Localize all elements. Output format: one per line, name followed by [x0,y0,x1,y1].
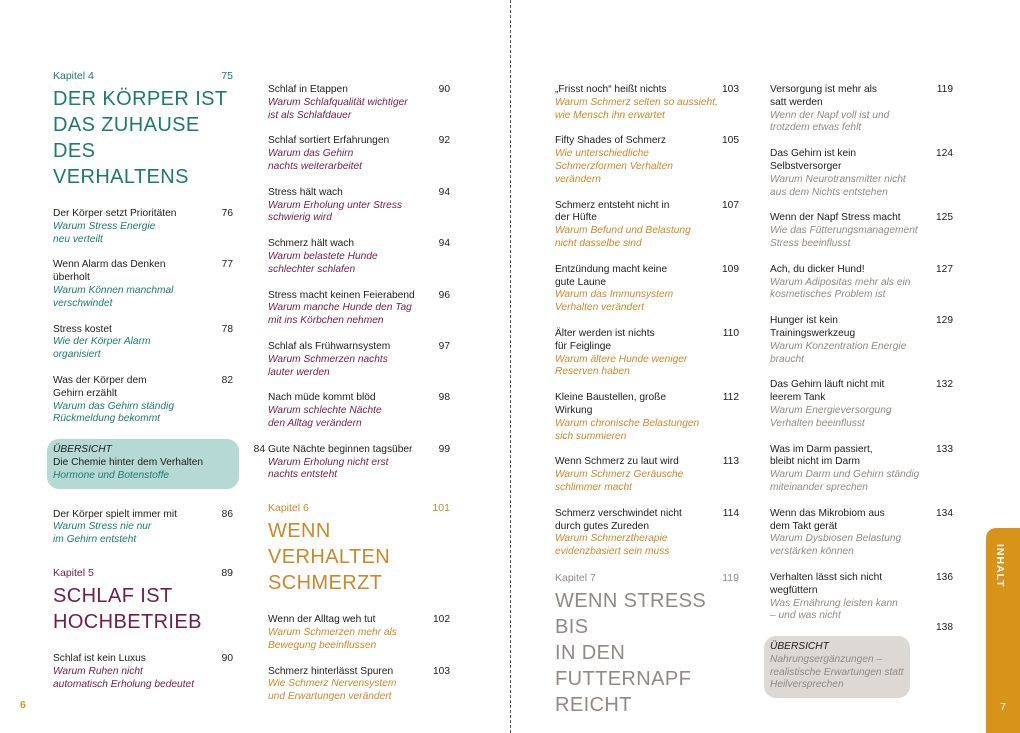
entry-title: Schlaf in Etappen [268,84,348,95]
chapter-4-heading[interactable] [53,70,233,190]
chapter-7-heading[interactable] [555,572,739,718]
toc-entry[interactable] [555,200,739,251]
entry-title: Nach müde kommt blöd [268,392,376,404]
toc-entry[interactable] [268,392,450,430]
entry-page: 136 [936,571,953,583]
entry-page: 134 [936,507,953,519]
entry-page: 92 [438,135,450,147]
entry-page: 113 [722,456,739,468]
entry-subtitle: Warum Stress nie nur im Gehirn entsteht [53,521,152,546]
chapter-6-entries [268,614,450,704]
entry-subtitle: Warum belastete Hunde schlechter schlafen [268,250,378,275]
chapter-page: 101 [432,502,450,515]
entry-subtitle: Warum Befund und Belastung nicht dasselbe sind [555,225,691,249]
entry-subtitle: Wie der Körper Alarm organisiert [53,336,151,361]
toc-entry[interactable] [770,315,953,366]
chapter-6-heading[interactable] [268,502,450,596]
contents-tab[interactable] [986,528,1020,733]
entry-page: 124 [936,148,953,160]
entry-title: Schmerz hinterlässt Spuren [268,665,394,677]
toc-entry[interactable] [53,653,233,691]
chapter-label: Kapitel 7 [555,571,596,584]
entry-title: Was im Darm passiert, bleibt nicht im Darm [770,443,873,468]
entry-subtitle: Warum Stress Energie neu verteilt [53,220,156,245]
chapter-7-entries [770,84,953,623]
toc-entry[interactable] [53,259,233,310]
entry-title: Was der Körper dem Gehirn erzählt [53,374,147,399]
toc-entry[interactable] [770,508,953,559]
entry-title: Der Körper spielt immer mit [53,508,177,520]
chapter-title: SCHLAF IST HOCHBETRIEB [53,584,202,633]
overview-box-chemistry[interactable] [47,439,265,488]
entry-page: 103 [433,665,450,677]
entry-subtitle: Warum ältere Hunde weniger Reserven haben [555,353,688,378]
entry-subtitle: Warum Darm und Gehirn ständig miteinander sprechen [770,469,920,493]
entry-title: Stress hält wach [268,186,343,198]
toc-entry[interactable] [770,444,953,495]
chapter-6-entries-cont [555,84,739,559]
toc-entry[interactable] [268,444,450,482]
toc-entry[interactable] [268,666,450,704]
chapter-title: WENN VERHALTEN SCHMERZT [268,520,391,595]
toc-entry[interactable] [53,509,233,547]
entry-page: 127 [936,263,953,275]
overview-title: Die Chemie hinter dem Verhalten [53,456,204,468]
chapter-5-entries-cont [268,84,450,482]
overview-subtitle: Hormone und Botenstoffe [53,469,170,481]
entry-title: Schmerz verschwindet nicht durch gutes Zureden [555,507,682,532]
toc-entry[interactable] [770,572,953,623]
entry-title: Schlaf als Frühwarnsystem [268,340,391,352]
entry-subtitle: Was Ernährung leisten kann – und was nicht [770,597,898,622]
entry-title: Versorgung ist mehr als satt werden [770,84,878,108]
entry-title: Wenn das Mikrobiom aus dem Takt gerät [770,507,885,532]
entry-title: Wenn Alarm das Denken überholt [53,259,166,284]
toc-column-1 [53,70,265,704]
entry-page: 119 [936,84,953,95]
overview-box-supplements[interactable] [764,636,910,698]
entry-page: 94 [438,186,450,198]
chapter-page: 119 [722,571,739,584]
entry-page: 96 [438,289,450,301]
entry-page: 82 [221,374,233,386]
entry-page: 94 [438,238,450,250]
entry-subtitle: Warum Schmerzen nachts lauter werden [268,353,388,378]
entry-page: 132 [936,379,953,391]
toc-entry[interactable] [770,264,953,302]
toc-column-2 [268,84,450,717]
entry-title: Der Körper setzt Prioritäten [53,208,177,219]
toc-entry[interactable] [268,341,450,379]
entry-subtitle: Warum Dysbiosen Belastung verstärken können [770,533,902,558]
chapter-label: Kapitel 4 [53,70,94,82]
toc-entry[interactable] [555,392,739,443]
entry-page: 76 [221,208,233,219]
entry-title: Älter werden ist nichts für Feiglinge [555,327,655,352]
entry-page: 97 [438,340,450,352]
entry-title: Wenn der Napf Stress macht [770,212,901,224]
entry-page: 110 [722,327,739,339]
overview-label: ÜBERSICHT [53,444,112,456]
entry-subtitle: Wie unterschiedliche Schmerzformen Verhalten verändern [555,148,673,185]
toc-entry[interactable] [555,264,739,315]
toc-entry[interactable] [770,212,953,250]
entry-subtitle: Warum Ruhen nicht automatisch Erholung bedeutet [53,665,195,690]
entry-page: 78 [221,323,233,335]
toc-entry[interactable] [770,379,953,430]
overview-label: ÜBERSICHT [770,641,829,653]
entry-title: Verhalten lässt sich nicht wegfüttern [770,571,883,596]
entry-subtitle: Warum Erholung nicht erst nachts entsteht [268,456,389,481]
toc-entry[interactable] [53,375,233,426]
entry-subtitle: Warum Schmerztherapie evidenzbasiert sein muss [555,533,670,558]
entry-page: 114 [722,507,739,519]
chapter-title: DER KÖRPER IST DAS ZUHAUSE DES VERHALTENS [53,88,228,188]
entry-subtitle: Warum Schmerzen mehr als Bewegung beeinflussen [268,626,397,651]
entry-title: Das Gehirn ist kein Selbstversorger [770,148,857,172]
entry-subtitle: Warum Können manchmal verschwindet [53,284,174,309]
chapter-4-entries-more [53,509,233,547]
entry-page: 125 [936,212,953,224]
entry-title: Schmerz entsteht nicht in der Hüfte [555,199,670,224]
entry-title: Gute Nächte beginnen tagsüber [268,443,413,455]
chapter-label: Kapitel 6 [268,502,309,515]
entry-subtitle: Warum das Immunsystem Verhalten verändert [555,289,674,314]
toc-entry[interactable] [555,508,739,559]
entry-page: 129 [936,315,953,327]
toc-entry[interactable] [555,456,739,494]
toc-column-3 [555,84,739,733]
toc-entry[interactable] [268,290,450,328]
entry-subtitle: Warum das Gehirn ständig Rückmeldung bekommt [53,400,174,425]
chapter-title: WENN STRESS BIS IN DEN FUTTERNAPF REICHT [555,589,707,716]
entry-title: Hunger ist kein Trainingswerkzeug [770,315,856,339]
entry-title: Fifty Shades of Schmerz [555,135,666,147]
chapter-5-entries [53,653,233,691]
toc-entry[interactable] [53,324,233,362]
entry-page: 99 [438,443,450,455]
entry-subtitle: Wie Schmerz Nervensystem und Erwartungen verändert [268,678,397,703]
entry-subtitle: Warum schlechte Nächte den Alltag verändern [268,405,382,429]
page-number-right: 7 [1000,701,1006,713]
toc-entry[interactable] [268,238,450,276]
chapter-label: Kapitel 5 [53,566,94,579]
entry-title: Ach, du dicker Hund! [770,263,865,275]
entry-page: 90 [221,652,233,664]
entry-title: Stress macht keinen Feierabend [268,289,415,301]
toc-entry[interactable] [555,135,739,186]
entry-page: 77 [221,259,233,271]
overview-subtitle: Nahrungsergänzungen – realistische Erwartungen statt Heilversprechen [770,653,904,691]
chapter-5-heading[interactable] [53,567,233,635]
entry-subtitle: Warum Schlafqualität wichtiger ist als Schlafdauer [268,96,408,121]
entry-title: Kleine Baustellen, große Wirkung [555,392,666,416]
overview-page: 84 [253,444,265,456]
entry-title: Das Gehirn läuft nicht mit leerem Tank [770,379,885,404]
entry-page: 102 [433,614,450,626]
overview-page: 138 [936,622,953,634]
entry-page: 98 [438,392,450,404]
entry-subtitle: Warum das Gehirn nachts weiterarbeitet [268,148,363,172]
entry-page: 133 [936,443,953,455]
entry-subtitle: Warum Erholung unter Stress schwierig wird [268,199,403,224]
entry-subtitle: Warum Konzentration Energie braucht [770,340,907,365]
entry-title: „Frisst noch“ heißt nichts [555,84,667,95]
entry-title: Entzündung macht keine gute Laune [555,263,668,288]
entry-subtitle: Warum Schmerz selten so aussieht, wie Mensch ihn erwartet [555,96,718,121]
chapter-page: 75 [221,70,233,82]
entry-subtitle: Warum Neurotransmitter nicht aus dem Nichts entstehen [770,173,906,198]
entry-subtitle: Warum Schmerz Geräusche schlimmer macht [555,469,684,493]
entry-page: 112 [722,392,739,404]
entry-subtitle: Wenn der Napf voll ist und trotzdem etwas fehlt [770,109,890,134]
toc-entry[interactable] [53,208,233,246]
toc-entry[interactable] [770,148,953,199]
toc-entry[interactable] [555,84,739,122]
entry-subtitle: Warum Energieversorgung Verhalten beeinflusst [770,404,892,429]
entry-page: 105 [722,135,739,147]
entry-subtitle: Warum chronische Belastungen sich summieren [555,417,700,442]
toc-entry[interactable] [268,187,450,225]
toc-entry[interactable] [268,135,450,173]
entry-subtitle: Warum Adipositas mehr als ein kosmetisches Problem ist [770,276,911,301]
entry-page: 86 [221,508,233,520]
entry-title: Schlaf ist kein Luxus [53,652,146,664]
chapter-4-entries [53,208,233,426]
tab-label: INHALT [994,544,1006,588]
chapter-page: 89 [221,566,233,579]
toc-entry[interactable] [555,328,739,379]
entry-page: 107 [722,199,739,211]
toc-entry[interactable] [268,614,450,652]
toc-entry[interactable] [770,84,953,135]
page-gutter-divider [510,0,511,733]
entry-page: 109 [722,263,739,275]
entry-title: Schlaf sortiert Erfahrungen [268,135,390,147]
entry-subtitle: Wie das Fütterungsmanagement Stress beeinflusst [770,225,918,249]
entry-title: Stress kostet [53,323,112,335]
entry-title: Schmerz hält wach [268,238,355,250]
entry-subtitle: Warum manche Hunde den Tag mit ins Körbchen nehmen [268,302,412,327]
entry-title: Wenn der Alltag weh tut [268,614,376,626]
toc-entry[interactable] [268,84,450,122]
toc-column-4 [770,84,953,711]
page-number-left: 6 [20,699,26,711]
entry-page: 90 [438,84,450,95]
entry-title: Wenn Schmerz zu laut wird [555,456,679,468]
entry-page: 103 [722,84,739,95]
